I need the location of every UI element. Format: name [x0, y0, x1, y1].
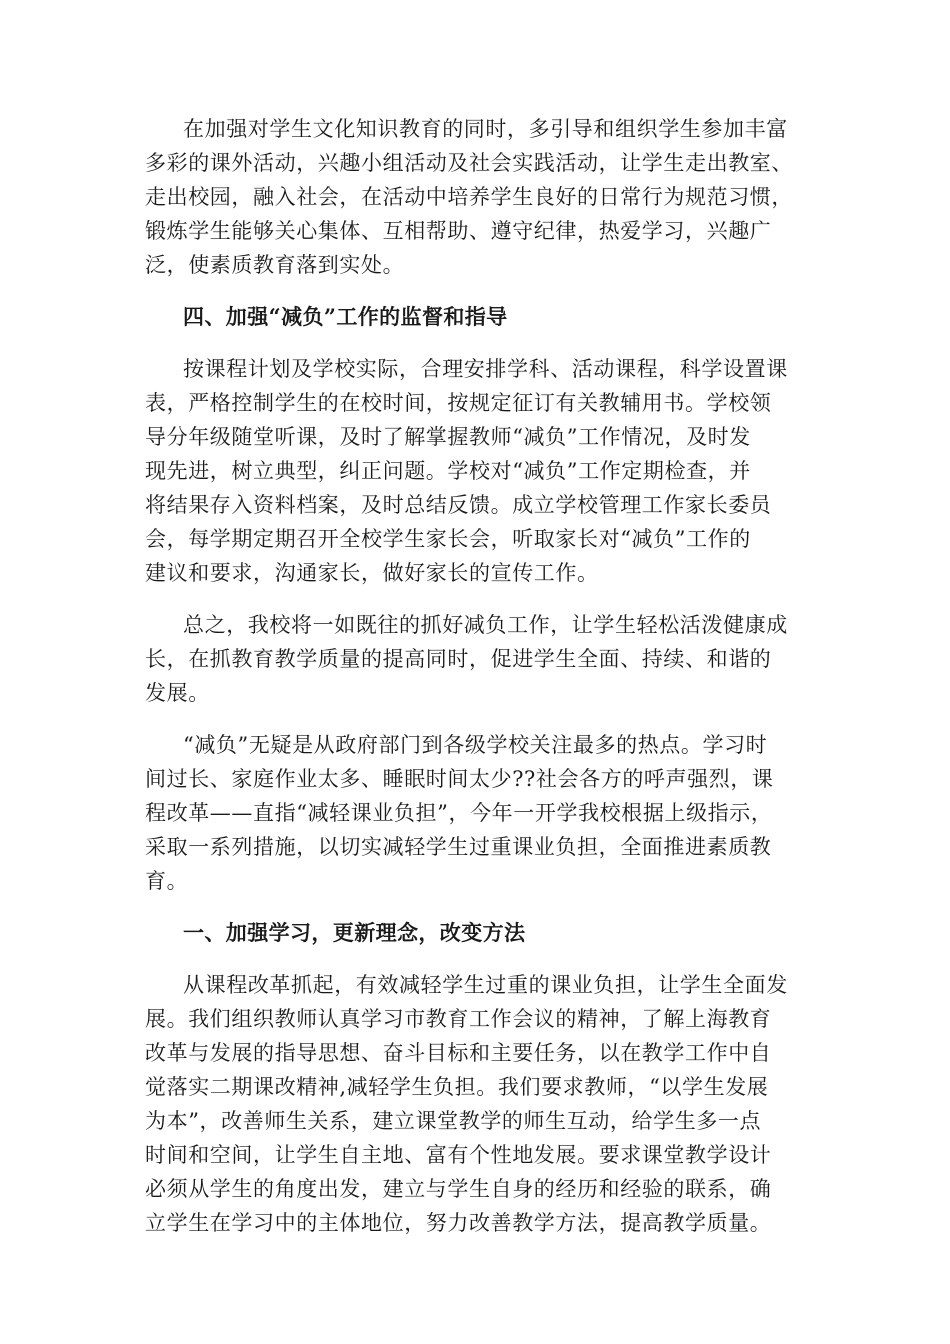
text-line: 建议和要求，沟通家长，做好家长的宣传工作。: [145, 561, 599, 585]
text-line: 总之，我校将一如既往的抓好减负工作，让学生轻松活泼健康成: [183, 613, 788, 637]
paragraph-burden-reduction: [145, 728, 825, 898]
text-line: 长，在抓教育教学质量的提高同时，促进学生全面、持续、和谐的: [145, 647, 772, 671]
text-line: 发展。: [145, 681, 210, 705]
text-line: 改革与发展的指导思想、奋斗目标和主要任务，以在教学工作中自: [145, 1041, 772, 1065]
text-line: 间过长、家庭作业太多、睡眠时间太少??社会各方的呼声强烈，课: [145, 767, 774, 791]
paragraph-extracurricular: [145, 112, 825, 282]
paragraph-curriculum-reform: [145, 968, 825, 1240]
text-line: 在加强对学生文化知识教育的同时，多引导和组织学生参加丰富: [183, 117, 788, 141]
text-line: 锻炼学生能够关心集体、互相帮助、遵守纪律，热爱学习，兴趣广: [145, 219, 772, 243]
text-line: 为本”，改善师生关系，建立课堂教学的师生互动，给学生多一点: [145, 1109, 762, 1133]
text-line: 泛，使素质教育落到实处。: [145, 253, 405, 277]
text-line: 走出校园，融入社会，在活动中培养学生良好的日常行为规范习惯，: [145, 185, 793, 209]
text-line: 采取一系列措施，以切实减轻学生过重课业负担，全面推进素质教: [145, 835, 772, 859]
text-line: 育。: [145, 869, 189, 893]
text-line: 将结果存入资料档案，及时总结反馈。成立学校管理工作家长委员: [145, 493, 772, 517]
text-line: “减负”无疑是从政府部门到各级学校关注最多的热点。学习时: [183, 733, 768, 757]
document-page: [145, 112, 825, 1240]
text-line: 展。我们组织教师认真学习市教育工作会议的精神，了解上海教育: [145, 1007, 772, 1031]
text-line: 程改革——直指“减轻课业负担”，今年一开学我校根据上级指示，: [145, 801, 773, 825]
text-line: 现先进，树立典型，纠正问题。学校对“减负”工作定期检查，并: [145, 459, 751, 483]
text-line: 时间和空间，让学生自主地、富有个性地发展。要求课堂教学设计: [145, 1143, 772, 1167]
section-heading-four: 四、加强“减负”工作的监督和指导: [183, 304, 508, 329]
text-line: 立学生在学习中的主体地位，努力改善教学方法，提高教学质量。: [145, 1211, 772, 1235]
text-line: 表，严格控制学生的在校时间，按规定征订有关教辅用书。学校领: [145, 391, 772, 415]
text-line: 从课程改革抓起，有效减轻学生过重的课业负担，让学生全面发: [183, 973, 788, 997]
text-line: 多彩的课外活动，兴趣小组活动及社会实践活动，让学生走出教室、: [145, 151, 793, 175]
text-line: 必须从学生的角度出发，建立与学生自身的经历和经验的联系，确: [145, 1177, 772, 1201]
text-line: 觉落实二期课改精神,减轻学生负担。我们要求教师，“以学生发展: [145, 1075, 769, 1099]
text-line: 按课程计划及学校实际，合理安排学科、活动课程，科学设置课: [183, 357, 788, 381]
section-heading-one: 一、加强学习，更新理念，改变方法: [183, 920, 526, 945]
text-line: 会，每学期定期召开全校学生家长会，听取家长对“减负”工作的: [145, 527, 751, 551]
paragraph-supervision: [145, 352, 825, 590]
paragraph-conclusion: [145, 608, 825, 710]
text-line: 导分年级随堂听课，及时了解掌握教师“减负”工作情况，及时发: [145, 425, 751, 449]
